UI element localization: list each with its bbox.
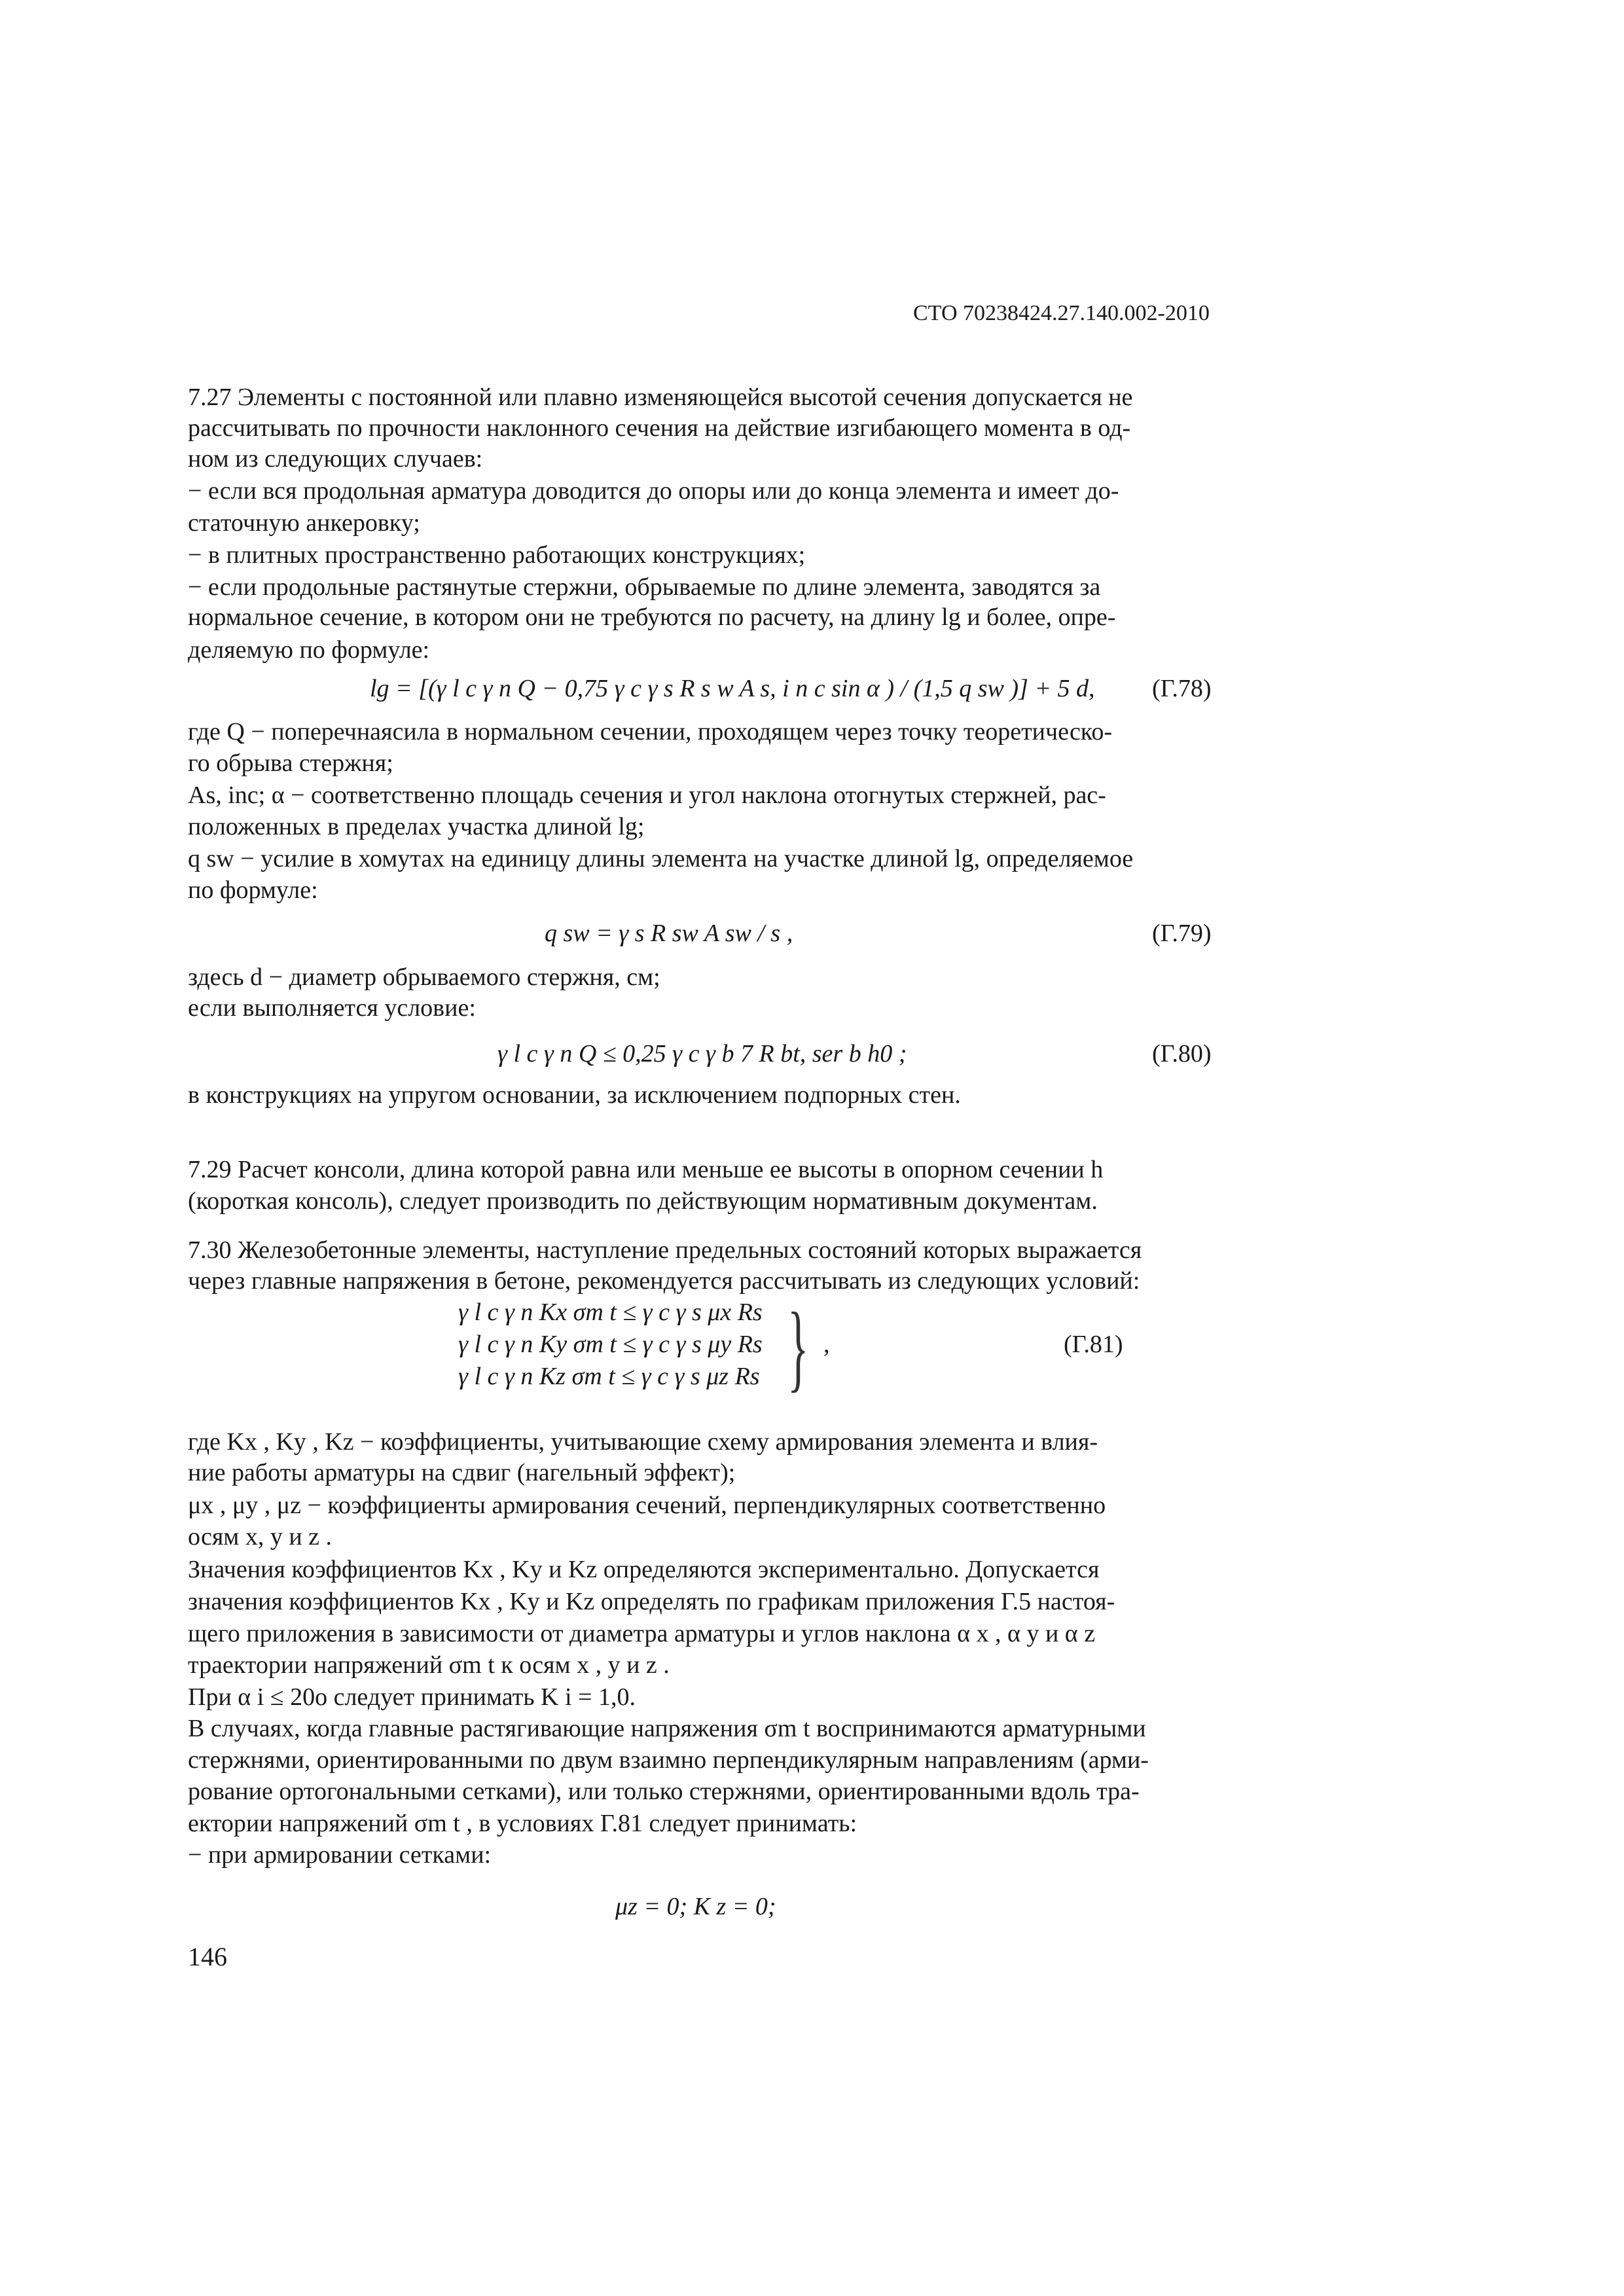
text-line: по формуле: [188, 876, 318, 904]
equation-number-g78: (Г.78) [1152, 675, 1212, 702]
text-line: щего приложения в зависимости от диаметра арматуры и углов наклона α x , α y и α z [188, 1620, 1096, 1647]
text-line: ектории напряжений σm t , в условиях Г.81 следует принимать: [188, 1810, 857, 1837]
text-line: значения коэффициентов Kx , Ky и Kz определять по графикам приложения Г.5 настоя- [188, 1588, 1115, 1615]
text-line: где Kx , Ky , Kz − коэффициенты, учитывающие схему армирования элемента и влия- [188, 1428, 1098, 1456]
text-line: стержнями, ориентированными по двум взаимно перпендикулярным направлениям (арми- [188, 1746, 1149, 1774]
text-line: через главные напряжения в бетоне, рекомендуется рассчитывать из следующих условий: [188, 1267, 1140, 1295]
text-line: 7.30 Железобетонные элементы, наступление предельных состояний которых выражается [188, 1236, 1142, 1264]
text-line: − в плитных пространственно работающих конструкциях; [188, 541, 806, 569]
text-line: В случаях, когда главные растягивающие напряжения σm t воспринимаются арматурными [188, 1715, 1146, 1742]
text-line: в конструкциях на упругом основании, за исключением подпорных стен. [188, 1081, 961, 1109]
text-line: При α i ≤ 20o следует принимать K i = 1,0. [188, 1683, 636, 1711]
text-line: положенных в пределах участка длиной lg; [188, 813, 645, 840]
text-line: осям x, y и z . [188, 1523, 333, 1551]
text-line: Значения коэффициентов Kx , Ky и Kz определяются экспериментально. Допускается [188, 1556, 1100, 1583]
document-header: СТО 70238424.27.140.002-2010 [913, 301, 1210, 325]
formula-g81-row-z: γ l c γ n Kz σm t ≤ γ c γ s μz Rs [458, 1363, 760, 1390]
text-line: As, inc; α − соответственно площадь сечения и угол наклона отогнутых стержней, рас- [188, 781, 1106, 809]
text-line: (короткая консоль), следует производить по действующим нормативным документам. [188, 1187, 1098, 1215]
text-line: 7.29 Расчет консоли, длина которой равна или меньше ее высоты в опорном сечении h [188, 1156, 1104, 1183]
text-line: где Q − поперечнаясила в нормальном сечении, проходящем через точку теоретическо- [188, 718, 1112, 745]
text-line: рассчитывать по прочности наклонного сечения на действие изгибающего момента в од- [188, 414, 1131, 442]
text-line: го обрыва стержня; [188, 749, 393, 777]
formula-g81-row-x: γ l c γ n Kx σm t ≤ γ c γ s μx Rs [458, 1299, 763, 1326]
text-line: траектории напряжений σm t к осям x , y и z . [188, 1651, 670, 1679]
text-line: нормальное сечение, в котором они не требуются по расчету, на длину lg и более, опре- [188, 603, 1116, 631]
formula-g81-tail: , [823, 1331, 830, 1358]
text-line: рование ортогональными сетками), или только стержнями, ориентированными вдоль тра- [188, 1778, 1140, 1805]
text-line: 7.27 Элементы с постоянной или плавно изменяющейся высотой сечения допускается не [188, 384, 1133, 411]
text-line: статочную анкеровку; [188, 509, 420, 537]
text-line: − при армировании сетками: [188, 1841, 492, 1869]
text-line: − если вся продольная арматура доводится до опоры или до конца элемента и имеет до- [188, 477, 1119, 505]
formula-last: μz = 0; K z = 0; [615, 1893, 776, 1920]
text-line: q sw − усилие в хомутах на единицу длины элемента на участке длиной lg, определяемое [188, 845, 1134, 872]
text-line: деляемую по формуле: [188, 636, 430, 664]
formula-g78: lg = [(γ l c γ n Q − 0,75 γ c γ s R s w A s, i n c sin α ) / (1,5 q sw )] + 5 d, [370, 675, 1095, 702]
formula-g81-row-y: γ l c γ n Ky σm t ≤ γ c γ s μy Rs [458, 1331, 763, 1358]
text-line: здесь d − диаметр обрываемого стержня, см; [188, 963, 660, 991]
text-line: − если продольные растянутые стержни, обрываемые по длине элемента, заводятся за [188, 573, 1101, 601]
equation-number-g79: (Г.79) [1152, 920, 1212, 947]
page-number: 146 [188, 1942, 227, 1971]
text-line: ном из следующих случаев: [188, 445, 483, 473]
formula-g80: γ l c γ n Q ≤ 0,25 γ c γ b 7 R bt, ser b h0 ; [497, 1040, 907, 1067]
formula-g79: q sw = γ s R sw A sw / s , [545, 920, 793, 947]
equation-number-g81: (Г.81) [1064, 1331, 1123, 1358]
right-brace-icon: } [787, 1293, 809, 1401]
text-line: если выполняется условие: [188, 994, 476, 1022]
equation-number-g80: (Г.80) [1152, 1040, 1212, 1067]
text-line: ние работы арматуры на сдвиг (нагельный эффект); [188, 1459, 736, 1486]
text-line: μx , μy , μz − коэффициенты армирования сечений, перпендикулярных соответственно [188, 1492, 1106, 1519]
